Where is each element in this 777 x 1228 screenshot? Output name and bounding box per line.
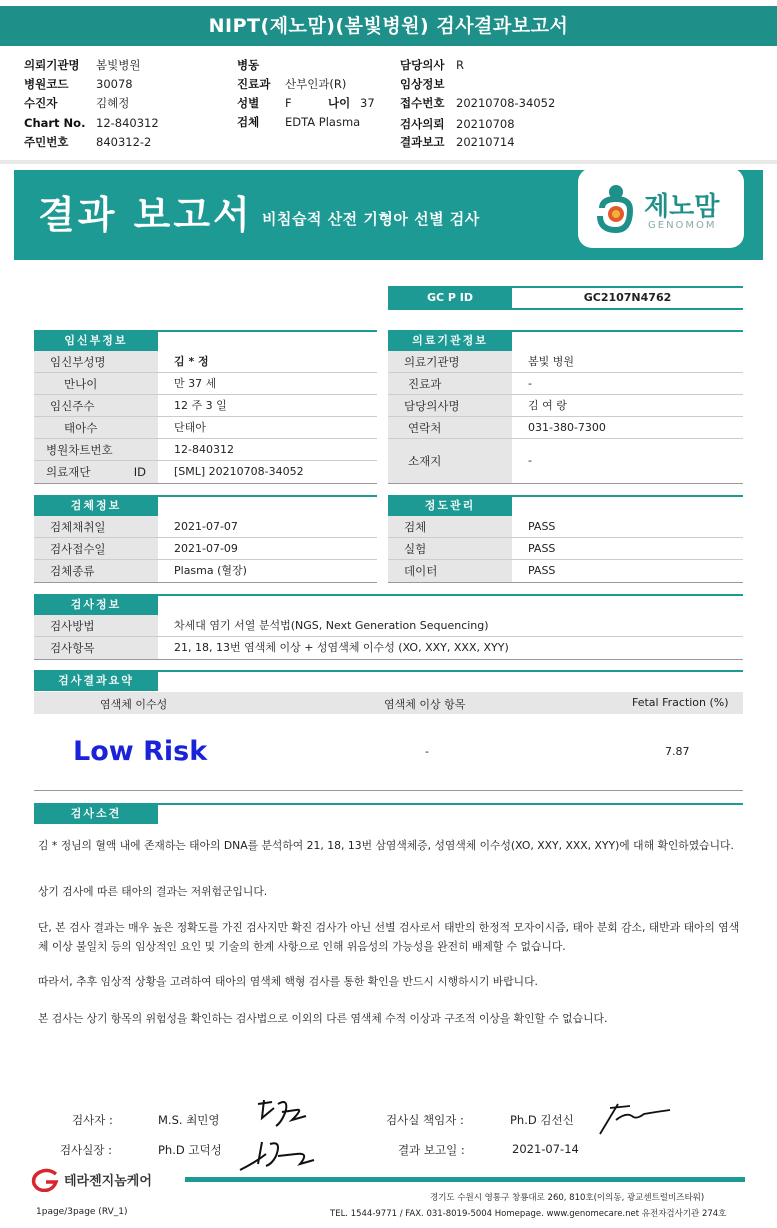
header-field: 검체 EDTA Plasma [237, 115, 361, 129]
row-divider [34, 636, 743, 637]
section-title-specimen: 검체정보 [34, 496, 158, 516]
tester-name: M.S. 최민영 [158, 1113, 220, 1127]
lab-head-signature-icon [236, 1134, 316, 1176]
header-field: Chart No. 12-840312 [24, 116, 159, 130]
row-divider [34, 416, 377, 417]
header-field-age: 나이 37 [328, 96, 375, 110]
table-row: 의료기관명 봄빛 병원 [388, 351, 743, 373]
divider [388, 308, 743, 310]
header-field: 임상정보 [400, 77, 445, 91]
table-row: 데이터 PASS [388, 560, 743, 582]
table-row: 검체 PASS [388, 516, 743, 538]
table-row: 태아수 단태아 [34, 417, 377, 439]
report-date: 2021-07-14 [512, 1142, 579, 1156]
row-divider [34, 460, 377, 461]
table-row: 담당의사명 김 여 랑 [388, 395, 743, 417]
header-field: 검사의뢰 20210708 [400, 117, 515, 131]
header-field: 주민번호 840312-2 [24, 135, 152, 149]
table-row: 임신부성명 김 * 정 [34, 351, 377, 373]
row-divider [388, 438, 743, 439]
finding-paragraph: 따라서, 추후 임상적 상황을 고려하여 태아의 염색체 핵형 검사를 통한 확인을 반드시 시행하시기 바랍니다. [38, 975, 538, 988]
section-title-test: 검사정보 [34, 595, 158, 615]
row-divider [34, 537, 377, 538]
result-col-abnormal: 염색체 이상 항목 [384, 698, 466, 711]
row-divider [388, 394, 743, 395]
lab-responsible-signature-icon [596, 1098, 672, 1138]
page-number: 1page/3page (RV_1) [36, 1207, 128, 1217]
lab-responsible-label: 검사실 책임자 : [386, 1113, 464, 1127]
header-field: 병동 [237, 58, 260, 72]
header-field: 성별 F [237, 96, 292, 110]
table-row: 병원차트번호 12-840312 [34, 439, 377, 461]
row-divider [34, 483, 377, 484]
banner-subtitle: 비침습적 산전 기형아 선별 검사 [262, 210, 480, 228]
finding-paragraph: 상기 검사에 따른 태아의 결과는 저위험군입니다. [38, 885, 268, 898]
abnormal-value: - [425, 745, 429, 758]
gcpid-label: GC P ID [388, 288, 512, 308]
header-field: 담당의사 R [400, 58, 464, 72]
row-divider [388, 582, 743, 583]
table-row: 검사접수일 2021-07-09 [34, 538, 377, 560]
row-divider [34, 582, 377, 583]
report-date-label: 결과 보고일 : [398, 1143, 465, 1157]
finding-paragraph: 본 검사는 상기 항목의 위험성을 확인하는 검사법으로 이외의 다른 염색체 수적 이상과 구조적 이상을 확인할 수 없습니다. [38, 1012, 608, 1025]
table-row: 검사항목 21, 18, 13번 염색체 이상 + 성염색체 이수성 (XO, XXY, XXX, XYY) [34, 637, 743, 659]
finding-paragraph: 단, 본 검사 결과는 매우 높은 정확도를 가진 검사지만 확진 검사가 아닌 선별 검사로서 태반의 한정적 모자이시즘, 태아 분회 감소, 태반과 태아의 염색체 이상 불일치 등의 임상적인 요인 및 기술의 한계 사항으로 인해 위음성의 가능성을 완전히 배제할 수 없습니다. [38, 921, 740, 953]
row-divider [388, 372, 743, 373]
risk-result: Low Risk [73, 736, 208, 767]
gcpid-value: GC2107N4762 [583, 291, 672, 304]
company-contact: TEL. 1544-9771 / FAX. 031-8019-5004 Homepage. www.genomecare.net 유전자검사기관 274호 [330, 1209, 727, 1219]
lab-head-label: 검사실장 : [60, 1143, 112, 1157]
table-row: 검체채취일 2021-07-07 [34, 516, 377, 538]
row-divider [34, 394, 377, 395]
result-col-aneuploidy: 염색체 이수성 [100, 698, 168, 711]
header-field: 접수번호 20210708-34052 [400, 96, 556, 110]
section-title-pregnant: 임신부정보 [34, 331, 158, 351]
finding-paragraph: 김 * 정님의 혈액 내에 존재하는 태아의 DNA를 분석하여 21, 18, 13번 삼염색체증, 성염색체 이수성(XO, XXY, XXX, XYY)에 대해 확인하였습니다. [38, 839, 734, 852]
header-field: 병원코드 30078 [24, 77, 133, 91]
table-row: 소재지 - [388, 439, 743, 483]
report-title: NIPT(제노맘)(봄빛병원) 검사결과보고서 [0, 6, 777, 46]
row-divider [34, 659, 743, 660]
section-title-institution: 의료기관정보 [388, 331, 512, 351]
section-title-findings: 검사소견 [34, 804, 158, 824]
header-field: 결과보고 20210714 [400, 135, 515, 149]
tester-signature-icon [252, 1096, 312, 1132]
row-divider [388, 537, 743, 538]
lab-responsible-name: Ph.D 김선신 [510, 1113, 574, 1127]
tester-label: 검사자 : [72, 1113, 113, 1127]
lab-head-name: Ph.D 고덕성 [158, 1143, 222, 1157]
header-divider [0, 160, 777, 164]
company-logo-icon [30, 1168, 62, 1192]
header-field: 수진자 김혜정 [24, 96, 130, 110]
table-row: 진료과 - [388, 373, 743, 395]
company-name: 테라젠지놈케어 [64, 1174, 152, 1189]
table-row: 임신주수 12 주 3 일 [34, 395, 377, 417]
header-field: 의뢰기관명 봄빛병원 [24, 58, 141, 72]
row-divider [34, 790, 743, 791]
table-row: 실험 PASS [388, 538, 743, 560]
row-divider [34, 438, 377, 439]
table-row: 의료재단 ID [SML] 20210708-34052 [34, 461, 377, 483]
table-row: 검체종류 Plasma (혈장) [34, 560, 377, 582]
row-divider [388, 559, 743, 560]
row-divider [34, 372, 377, 373]
fetal-fraction-value: 7.87 [665, 745, 690, 758]
section-title-result: 검사결과요약 [34, 671, 158, 691]
banner-title: 결과 보고서 [38, 193, 253, 237]
genomom-logo-icon [592, 180, 640, 234]
table-row: 검사방법 차세대 염기 서열 분석법(NGS, Next Generation Sequencing) [34, 615, 743, 637]
footer-line [185, 1177, 745, 1182]
row-divider [34, 559, 377, 560]
section-title-qc: 정도관리 [388, 496, 512, 516]
table-row: 만나이 만 37 세 [34, 373, 377, 395]
row-divider [388, 416, 743, 417]
header-field: 진료과 산부인과(R) [237, 77, 347, 91]
row-divider [388, 483, 743, 484]
logo-subtext: GENOMOM [648, 220, 717, 231]
company-address: 경기도 수원시 영통구 창룡대로 260, 810호(이의동, 광교센트럴비즈타워) [430, 1193, 705, 1203]
table-row: 연락처 031-380-7300 [388, 417, 743, 439]
result-col-fetal-fraction: Fetal Fraction (%) [632, 696, 729, 709]
logo-text: 제노맘 [644, 192, 720, 222]
